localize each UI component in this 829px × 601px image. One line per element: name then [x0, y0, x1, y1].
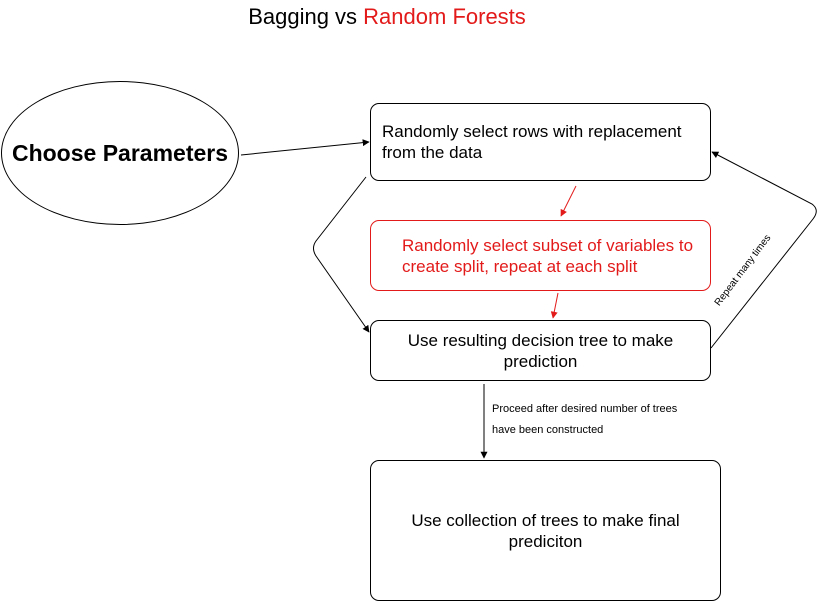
select-rows-node — [370, 103, 711, 181]
edge-select-rows-to-select-variables — [561, 186, 576, 216]
title-accent: Random Forests — [363, 4, 526, 29]
title-prefix: Bagging vs — [248, 4, 364, 29]
choose-parameters-label: Choose Parameters — [11, 139, 229, 166]
repeat-edge-label: Repeat many times — [712, 232, 774, 309]
use-tree-node — [370, 320, 711, 381]
use-tree-label: Use resulting decision tree to make prediction — [407, 330, 674, 371]
select-variables-label: Randomly select subset of variables to create split, repeat at each split — [402, 235, 694, 276]
edge-select-rows-to-use-tree — [314, 177, 370, 332]
edge-parameters-to-select-rows — [241, 142, 369, 155]
select-variables-node — [370, 220, 711, 291]
proceed-edge-label — [492, 399, 677, 441]
edge-select-variables-to-use-tree — [553, 293, 558, 318]
select-rows-label: Randomly select rows with replacement from the data — [382, 122, 682, 162]
proceed-label-line2: have been constructed — [492, 424, 604, 436]
final-prediction-node — [370, 460, 721, 601]
final-prediction-label: Use collection of trees to make final prediciton — [411, 510, 680, 551]
choose-parameters-node — [1, 81, 239, 225]
proceed-label-line1: Proceed after desired number of trees — [492, 403, 678, 415]
